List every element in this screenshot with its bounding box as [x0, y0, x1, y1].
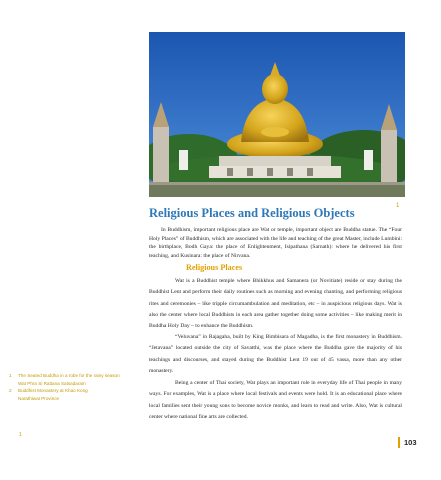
photo-captions	[9, 372, 134, 402]
caption-text: Buddhist Monastery at Khao Kong	[18, 388, 88, 394]
intro-paragraph: In Buddhism, important religious place are Wat or temple, important object are Buddha statue. The “Four Holy Places” of Buddhism, which are associated with the life and teaching of the great Master, include Lumbini: the birthplace, Bodh Gaya: the place of Enlightenment, Isipathana (Sarnath): where he delivered his first teaching, and Kusinara: the place of Nirvana.	[149, 227, 402, 259]
caption-number: 2	[9, 388, 12, 394]
page-title: Religious Places and Religious Objects	[149, 206, 355, 220]
photo-number: 1	[396, 203, 400, 209]
caption-line	[9, 387, 134, 395]
body-paragraph-1: Wat is a Buddhist temple where Bhikkhus and Samanera (or Novitiate) reside or stay during the Buddhist Lent and perform their daily routines such as morning and evening chanting, and performing religious rites and ceremonies – like tripple circumambulation and meditation, etc – in auspicious religious days. Wat is also the center where local Buddhists in each area gather together doing some activities – like making merit in Buddha Holy Day – to enhance the Buddhism.	[149, 278, 402, 330]
caption-number: 1	[9, 373, 12, 378]
caption-text: Wat Phra Si Rattana Satsadaram	[18, 380, 86, 386]
caption-text: Narathiwat Province	[18, 395, 60, 401]
caption-line	[9, 395, 134, 403]
caption-line	[9, 380, 134, 388]
caption-number	[9, 395, 18, 403]
body-paragraph-2: “Veluvana” in Rajagaha, built by King Bimbisara of Magadha, is the first monastery in Buddhism. “Jetavana” located outside the city of Savatthi, was the place where the Buddha gave the majority of his teachings and discourses, and stayed during the Buddhist Lent 19 out of 45 vassa, more than any other monastery.	[149, 334, 402, 374]
margin-mark: 1	[19, 432, 22, 438]
buddha-statue-photo	[149, 32, 405, 197]
caption-number	[9, 380, 18, 388]
page-number-bar	[398, 437, 400, 448]
page-number: 103	[404, 438, 417, 447]
section-heading: Religious Places	[186, 263, 243, 272]
body-paragraph-3: Being a center of Thai society, Wat plays an important role in everyday life of Thai people in many ways. For examples, Wat is a place where local festivals and events were hold. It is an educational place where local families sent their young sons to become novice monks, and learn to read and write. Also, Wat is cultural center where national fine arts are collected.	[149, 380, 402, 420]
caption-text: The Seated Buddha in a robe for the rainy season	[18, 373, 120, 378]
caption-line	[9, 372, 134, 380]
buddha-statue-image	[149, 32, 405, 197]
